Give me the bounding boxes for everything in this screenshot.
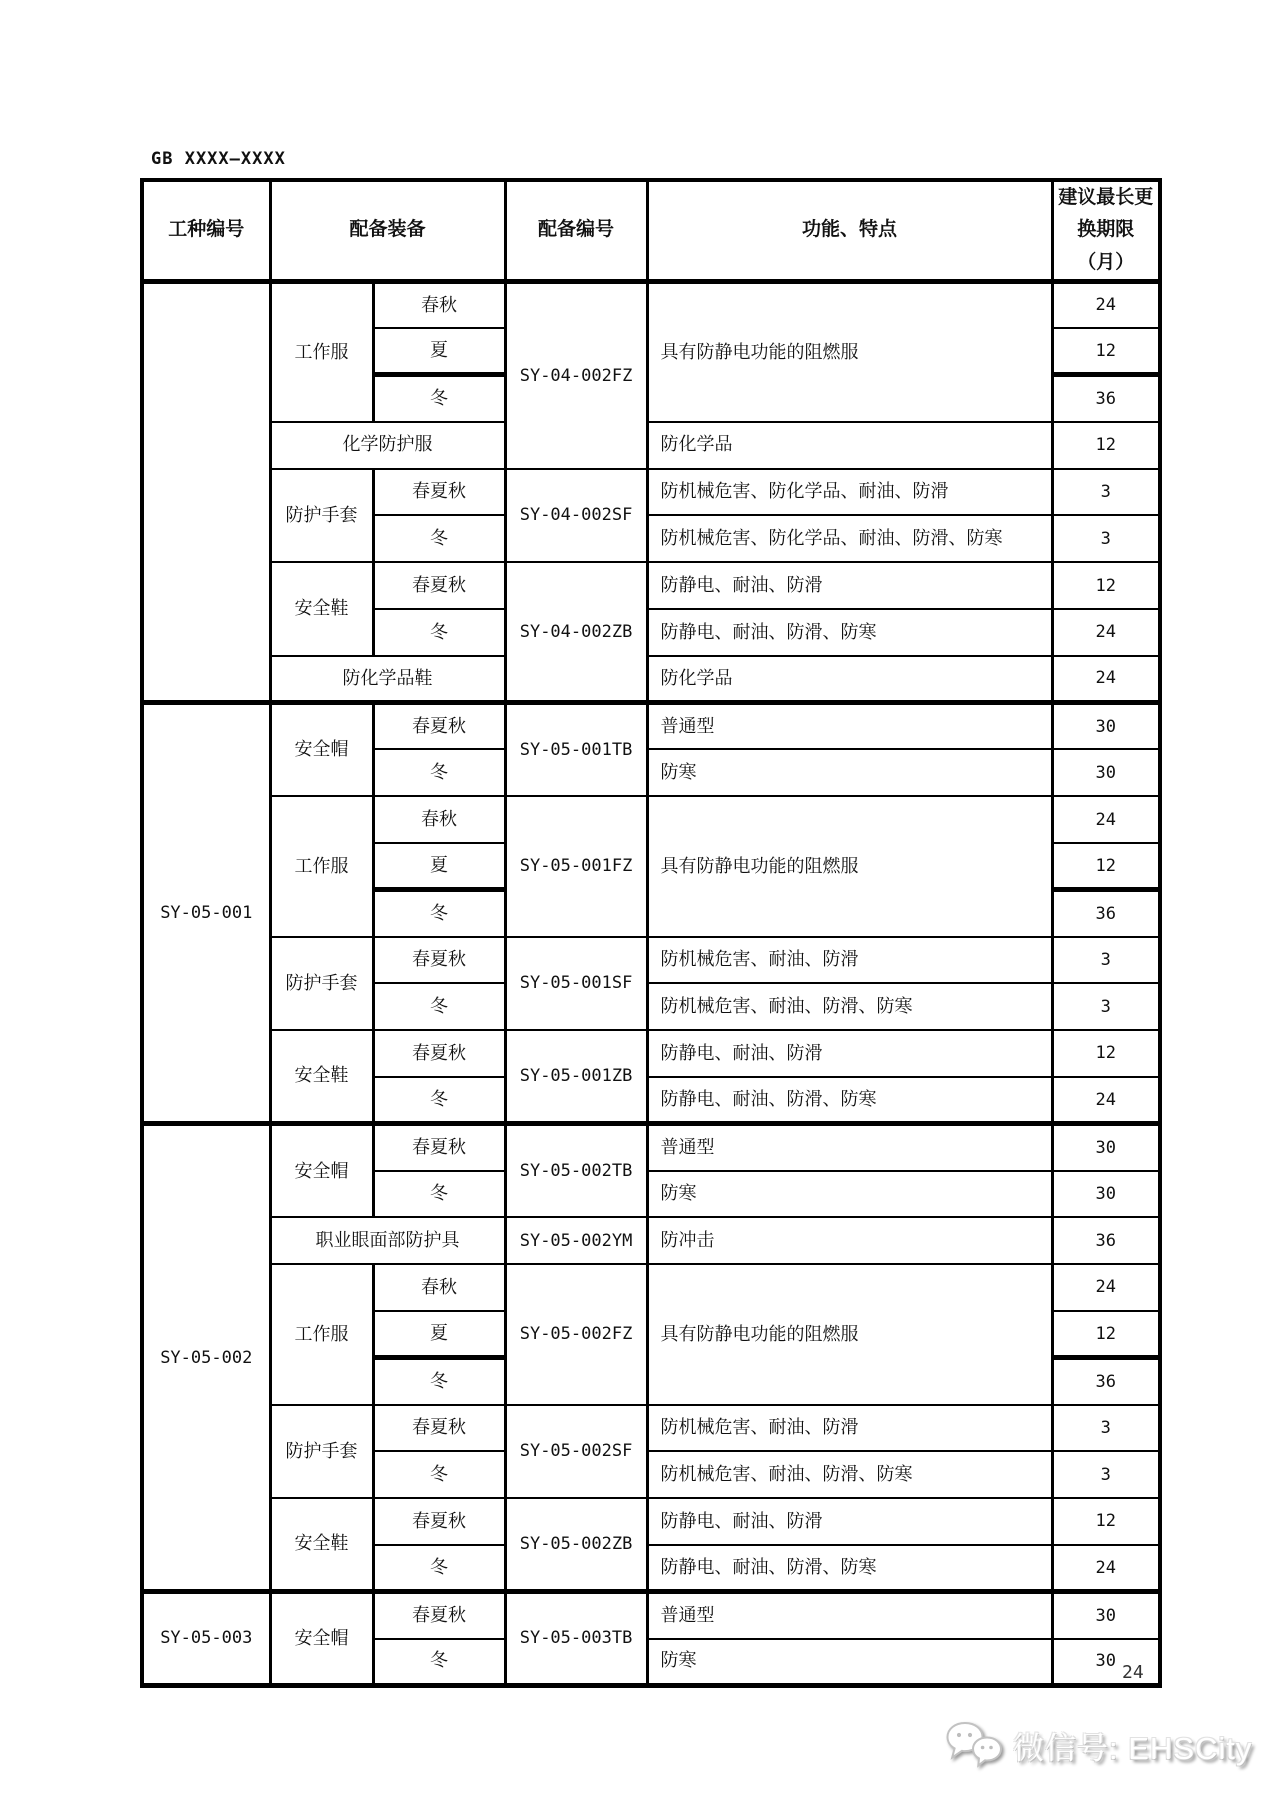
code-cell: SY-05-001FZ [505,796,647,936]
month-cell: 3 [1052,937,1160,984]
month-cell: 12 [1052,843,1160,890]
wechat-watermark-label: 微信号: EHSCity [1013,1730,1253,1766]
code-cell: SY-04-002ZB [505,562,647,702]
season-cell: 夏 [373,328,505,375]
func-cell: 防静电、耐油、防滑、防寒 [647,609,1052,656]
page-number: 24 [1122,1662,1144,1683]
table-row [142,656,1160,703]
table-row [142,1217,1160,1264]
month-cell: 30 [1052,1124,1160,1171]
func-cell: 普通型 [647,1124,1052,1171]
col-header-equipment: 配备装备 [270,180,505,281]
season-cell: 冬 [373,983,505,1030]
code-cell: SY-04-002FZ [505,281,647,468]
equip-cell: 防护手套 [270,469,373,563]
table-row [142,469,1160,516]
equip-cell: 工作服 [270,796,373,936]
func-cell: 防寒 [647,1171,1052,1218]
code-cell: SY-04-002SF [505,469,647,563]
month-cell: 24 [1052,1545,1160,1592]
func-cell: 防机械危害、防化学品、耐油、防滑 [647,469,1052,516]
season-cell: 春夏秋 [373,1030,505,1077]
equip-cell: 职业眼面部防护具 [270,1217,505,1264]
equip-cell: 工作服 [270,1264,373,1404]
col-header-max-period: 建议最长更换期限（月） [1052,180,1160,281]
func-cell: 普通型 [647,1592,1052,1639]
month-cell: 3 [1052,1451,1160,1498]
month-cell: 36 [1052,1217,1160,1264]
col-header-equip-code: 配备编号 [505,180,647,281]
season-cell: 冬 [373,515,505,562]
code-cell: SY-05-001ZB [505,1030,647,1124]
month-cell: 24 [1052,1077,1160,1124]
code-cell: SY-05-003TB [505,1592,647,1686]
table-row [142,796,1160,843]
job-code-cell: SY-05-002 [142,1124,270,1592]
func-cell: 具有防静电功能的阻燃服 [647,796,1052,936]
season-cell: 春夏秋 [373,1124,505,1171]
job-code-cell: SY-05-003 [142,1592,270,1686]
month-cell: 12 [1052,1498,1160,1545]
season-cell: 春夏秋 [373,1405,505,1452]
func-cell: 防冲击 [647,1217,1052,1264]
table-row [142,1264,1160,1311]
equip-cell: 安全帽 [270,1124,373,1218]
code-cell: SY-05-002SF [505,1405,647,1499]
month-cell: 36 [1052,1358,1160,1405]
table-header [142,180,1160,281]
season-cell: 夏 [373,1311,505,1358]
func-cell: 防静电、耐油、防滑、防寒 [647,1545,1052,1592]
season-cell: 春夏秋 [373,1498,505,1545]
code-cell: SY-05-001SF [505,937,647,1031]
month-cell: 24 [1052,609,1160,656]
season-cell: 冬 [373,1358,505,1405]
season-cell: 冬 [373,1639,505,1686]
equip-cell: 防护手套 [270,1405,373,1499]
month-cell: 12 [1052,1311,1160,1358]
equip-cell: 安全鞋 [270,562,373,656]
func-cell: 防化学品 [647,422,1052,469]
wechat-icon [944,1720,1004,1770]
func-cell: 防静电、耐油、防滑 [647,1498,1052,1545]
season-cell: 冬 [373,749,505,796]
equip-cell: 防护手套 [270,937,373,1031]
season-cell: 春夏秋 [373,469,505,516]
table-row [142,1124,1160,1171]
func-cell: 防机械危害、耐油、防滑、防寒 [647,1451,1052,1498]
season-cell: 春秋 [373,1264,505,1311]
code-cell: SY-05-002TB [505,1124,647,1218]
month-cell: 30 [1052,1592,1160,1639]
season-cell: 夏 [373,843,505,890]
table-row [142,562,1160,609]
month-cell: 24 [1052,1264,1160,1311]
func-cell: 防寒 [647,1639,1052,1686]
func-cell: 具有防静电功能的阻燃服 [647,1264,1052,1404]
table-row [142,1030,1160,1077]
month-cell: 24 [1052,656,1160,703]
func-cell: 防静电、耐油、防滑、防寒 [647,1077,1052,1124]
table-row [142,422,1160,469]
month-cell: 3 [1052,515,1160,562]
table-row [142,703,1160,750]
table-row [142,1592,1160,1639]
equip-cell: 防化学品鞋 [270,656,505,703]
equip-cell: 安全鞋 [270,1030,373,1124]
equip-cell: 化学防护服 [270,422,505,469]
season-cell: 春夏秋 [373,937,505,984]
month-cell: 3 [1052,1405,1160,1452]
month-cell: 36 [1052,890,1160,937]
func-cell: 防机械危害、耐油、防滑、防寒 [647,983,1052,1030]
equip-cell: 安全帽 [270,1592,373,1686]
table-row [142,281,1160,328]
col-header-job-code: 工种编号 [142,180,270,281]
month-cell: 30 [1052,703,1160,750]
job-code-cell: SY-05-001 [142,703,270,1124]
equip-cell: 工作服 [270,281,373,421]
month-cell: 12 [1052,328,1160,375]
ppe-allocation-table [140,178,1162,1688]
season-cell: 冬 [373,1451,505,1498]
func-cell: 普通型 [647,703,1052,750]
code-cell: SY-05-002ZB [505,1498,647,1592]
ppe-table-body [142,281,1160,1685]
table-row [142,1405,1160,1452]
equip-cell: 安全鞋 [270,1498,373,1592]
func-cell: 具有防静电功能的阻燃服 [647,281,1052,421]
month-cell: 12 [1052,562,1160,609]
table-header-row [142,180,1160,281]
code-cell: SY-05-002YM [505,1217,647,1264]
col-header-features: 功能、特点 [647,180,1052,281]
code-cell: SY-05-001TB [505,703,647,797]
season-cell: 冬 [373,890,505,937]
equip-cell: 安全帽 [270,703,373,797]
code-cell: SY-05-002FZ [505,1264,647,1404]
season-cell: 冬 [373,609,505,656]
wechat-watermark [944,1720,1252,1770]
month-cell: 3 [1052,983,1160,1030]
func-cell: 防寒 [647,749,1052,796]
month-cell: 30 [1052,1171,1160,1218]
season-cell: 春秋 [373,796,505,843]
season-cell: 春夏秋 [373,703,505,750]
standard-number-header: GB XXXX—XXXX [151,149,286,169]
func-cell: 防机械危害、耐油、防滑 [647,937,1052,984]
month-cell: 30 [1052,1639,1160,1686]
season-cell: 春夏秋 [373,562,505,609]
func-cell: 防化学品 [647,656,1052,703]
table-row [142,1498,1160,1545]
month-cell: 3 [1052,469,1160,516]
season-cell: 春秋 [373,281,505,328]
season-cell: 冬 [373,1077,505,1124]
month-cell: 24 [1052,281,1160,328]
season-cell: 春夏秋 [373,1592,505,1639]
func-cell: 防机械危害、防化学品、耐油、防滑、防寒 [647,515,1052,562]
season-cell: 冬 [373,1171,505,1218]
season-cell: 冬 [373,375,505,422]
season-cell: 冬 [373,1545,505,1592]
func-cell: 防静电、耐油、防滑 [647,1030,1052,1077]
job-code-cell [142,281,270,702]
month-cell: 12 [1052,422,1160,469]
func-cell: 防机械危害、耐油、防滑 [647,1405,1052,1452]
month-cell: 24 [1052,796,1160,843]
func-cell: 防静电、耐油、防滑 [647,562,1052,609]
table-row [142,937,1160,984]
month-cell: 12 [1052,1030,1160,1077]
month-cell: 30 [1052,749,1160,796]
month-cell: 36 [1052,375,1160,422]
